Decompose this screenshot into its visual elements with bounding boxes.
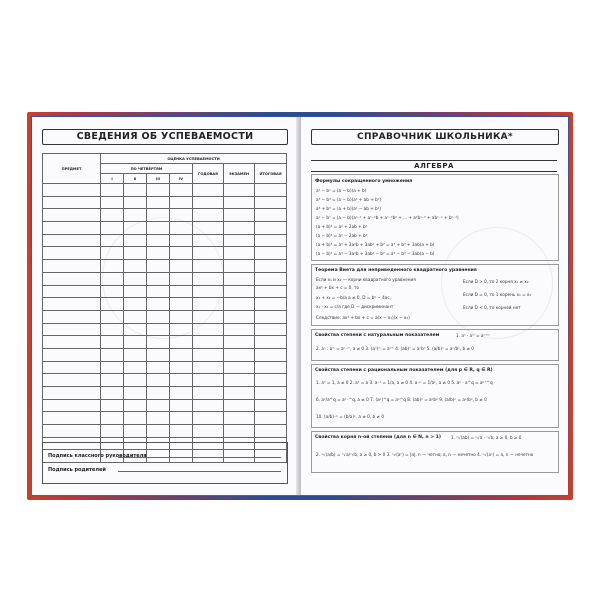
table-row — [43, 209, 287, 222]
subject-cell[interactable] — [43, 374, 101, 387]
algebra-section-bar — [311, 160, 557, 172]
grade-cell[interactable] — [170, 361, 193, 374]
grade-cell[interactable] — [255, 348, 287, 361]
teacher-signature-label: Подпись классного руководителя — [48, 453, 147, 459]
annual-header: ГОДОВАЯ — [193, 164, 224, 184]
grade-cell[interactable] — [224, 184, 255, 197]
grade-cell[interactable] — [193, 234, 224, 247]
grade-cell[interactable] — [193, 310, 224, 323]
grade-cell[interactable] — [101, 425, 124, 438]
root-line-2: 2. ⁿ√(a/b) = ⁿ√a/ⁿ√b, a ≥ 0, b > 0 3. ⁿ√(aⁿ) = |a|, n — четно; a, n — нечетно 4. ⁿ√(aⁿ) = a, n — нечетно — [316, 452, 534, 457]
grade-cell[interactable] — [224, 336, 255, 349]
subject-cell[interactable] — [43, 412, 101, 425]
grade-cell[interactable] — [101, 298, 124, 311]
rational-power-line-2: 6. aᵖ/a^q = aᵖ⁻^q, a ≠ 0 7. (aᵖ)^q = aᵖ^q 8. (ab)ᵖ = aᵖbᵖ 9. (a/b)ᵖ = aᵖ/bᵖ, b ≠ 0 — [316, 397, 487, 402]
formula-3: a³ + b³ = (a + b)(a² − ab + b²) — [316, 206, 382, 211]
grade-cell[interactable] — [170, 323, 193, 336]
teacher-signature-line[interactable] — [118, 457, 281, 458]
vieta-case-3: Если D < 0, то корней нет — [463, 305, 521, 310]
table-row — [43, 260, 287, 273]
grade-cell[interactable] — [170, 425, 193, 438]
grade-cell[interactable] — [101, 399, 124, 412]
grade-cell[interactable] — [224, 285, 255, 298]
root-line-1: 1. ⁿ√(ab) = ⁿ√a · ⁿ√b, a ≥ 0, b ≥ 0 — [451, 435, 522, 440]
formulas-title: Формулы сокращенного умножения — [315, 179, 413, 184]
table-row — [43, 184, 287, 197]
table-row — [43, 323, 287, 336]
grade-cell[interactable] — [147, 209, 170, 222]
grade-cell[interactable] — [124, 425, 147, 438]
table-row — [43, 247, 287, 260]
grade-cell[interactable] — [101, 285, 124, 298]
grade-cell[interactable] — [170, 209, 193, 222]
grade-cell[interactable] — [255, 399, 287, 412]
grade-cell[interactable] — [124, 323, 147, 336]
subject-cell[interactable] — [43, 361, 101, 374]
table-row — [43, 272, 287, 285]
grade-cell[interactable] — [193, 323, 224, 336]
parents-signature-label: Подпись родителей — [48, 467, 106, 473]
handbook-title: СПРАВОЧНИК ШКОЛЬНИКА* — [357, 132, 513, 142]
grade-cell[interactable] — [193, 222, 224, 235]
grade-cell[interactable] — [193, 425, 224, 438]
grade-cell[interactable] — [193, 196, 224, 209]
table-row — [43, 310, 287, 323]
grade-cell[interactable] — [101, 222, 124, 235]
quarter-4-header: IV — [170, 174, 193, 184]
table-row — [43, 412, 287, 425]
subject-cell[interactable] — [43, 209, 101, 222]
grade-cell[interactable] — [124, 387, 147, 400]
subject-header: ПРЕДМЕТ — [43, 154, 101, 184]
subject-cell[interactable] — [43, 399, 101, 412]
grade-cell[interactable] — [170, 184, 193, 197]
grade-cell[interactable] — [224, 399, 255, 412]
grade-cell[interactable] — [124, 348, 147, 361]
subject-cell[interactable] — [43, 196, 101, 209]
subject-cell[interactable] — [43, 336, 101, 349]
formula-2: a³ − b³ = (a − b)(a² + ab + b²) — [316, 197, 382, 202]
formula-5: (a + b)² = a² + 2ab + b² — [316, 224, 368, 229]
grade-cell[interactable] — [124, 298, 147, 311]
grade-cell[interactable] — [147, 361, 170, 374]
subject-cell[interactable] — [43, 425, 101, 438]
grade-cell[interactable] — [124, 361, 147, 374]
grade-cell[interactable] — [124, 374, 147, 387]
grade-cell[interactable] — [147, 323, 170, 336]
grade-cell[interactable] — [255, 412, 287, 425]
vieta-line-4: x₁ · x₂ = c/a где D — дискриминант — [316, 304, 394, 309]
grade-cell[interactable] — [147, 425, 170, 438]
subject-cell[interactable] — [43, 285, 101, 298]
grade-cell[interactable] — [124, 399, 147, 412]
table-row — [43, 374, 287, 387]
grade-cell[interactable] — [255, 196, 287, 209]
grades-header: ОЦЕНКА УСПЕВАЕМОСТИ — [101, 154, 287, 164]
grade-cell[interactable] — [193, 247, 224, 260]
vieta-line-3: x₁ + x₂ = −b/a a ≠ 0, D = b² − 4ac, — [316, 295, 391, 300]
subject-cell[interactable] — [43, 222, 101, 235]
grade-cell[interactable] — [170, 234, 193, 247]
grade-cell[interactable] — [224, 361, 255, 374]
subject-cell[interactable] — [43, 323, 101, 336]
formula-8: (a − b)³ = a³ − 3a²b + 3ab² − b³ = a³ − b³ − 3ab(a − b) — [316, 251, 435, 256]
grade-cell[interactable] — [170, 222, 193, 235]
page-title-grades — [42, 129, 288, 145]
natural-power-line-1: 1. aⁿ · aᵐ = aⁿ⁺ᵐ — [456, 333, 490, 338]
grade-cell[interactable] — [101, 272, 124, 285]
grade-cell[interactable] — [101, 310, 124, 323]
quarter-2-header: II — [124, 174, 147, 184]
grade-cell[interactable] — [124, 247, 147, 260]
grade-cell[interactable] — [170, 399, 193, 412]
grade-cell[interactable] — [101, 412, 124, 425]
quarters-header: ПО ЧЕТВЕРТЯМ — [101, 164, 193, 174]
grade-cell[interactable] — [147, 374, 170, 387]
grade-cell[interactable] — [170, 336, 193, 349]
subject-cell[interactable] — [43, 260, 101, 273]
grade-cell[interactable] — [193, 374, 224, 387]
grade-cell[interactable] — [224, 234, 255, 247]
grade-cell[interactable] — [255, 234, 287, 247]
formula-4: aⁿ − bⁿ = (a − b)(aⁿ⁻¹ + aⁿ⁻²b + aⁿ⁻³b² + ... + a²bⁿ⁻³ + abⁿ⁻² + bⁿ⁻¹) — [316, 215, 459, 220]
grade-cell[interactable] — [147, 285, 170, 298]
vieta-case-2: Если D = 0, то 1 корень x₁ = x₂ — [463, 292, 532, 297]
grade-cell[interactable] — [147, 260, 170, 273]
grade-cell[interactable] — [224, 412, 255, 425]
grade-cell[interactable] — [255, 247, 287, 260]
algebra-title: АЛГЕБРА — [414, 162, 454, 170]
quarter-1-header: I — [101, 174, 124, 184]
grade-cell[interactable] — [255, 387, 287, 400]
grade-cell[interactable] — [255, 222, 287, 235]
grade-cell[interactable] — [224, 272, 255, 285]
grade-cell[interactable] — [101, 209, 124, 222]
grade-cell[interactable] — [255, 425, 287, 438]
parents-signature-line[interactable] — [118, 471, 281, 472]
grade-cell[interactable] — [224, 260, 255, 273]
grade-cell[interactable] — [224, 374, 255, 387]
grade-cell[interactable] — [224, 323, 255, 336]
table-row — [43, 387, 287, 400]
grade-cell[interactable] — [147, 196, 170, 209]
grade-cell[interactable] — [101, 234, 124, 247]
grade-cell[interactable] — [193, 399, 224, 412]
grade-cell[interactable] — [193, 272, 224, 285]
grade-cell[interactable] — [147, 387, 170, 400]
grade-cell[interactable] — [255, 298, 287, 311]
grade-cell[interactable] — [147, 310, 170, 323]
grade-cell[interactable] — [224, 247, 255, 260]
grade-cell[interactable] — [193, 361, 224, 374]
left-page — [32, 117, 298, 495]
subject-cell[interactable] — [43, 387, 101, 400]
grade-cell[interactable] — [224, 387, 255, 400]
grade-cell[interactable] — [170, 285, 193, 298]
table-row — [43, 425, 287, 438]
vieta-corollary: Следствие: ax² + bx + c = a(x − x₁)(x − x₂) — [316, 315, 410, 320]
grade-cell[interactable] — [255, 272, 287, 285]
natural-power-line-2: 2. aⁿ : aᵐ = aⁿ⁻ᵐ, a ≠ 0 3. (aⁿ)ᵐ = aⁿᵐ 4. (ab)ⁿ = aⁿbⁿ 5. (a/b)ⁿ = aⁿ/bⁿ, b ≠ 0 — [316, 346, 474, 351]
root-title: Свойства корня n-ой степени (для n ∈ N, n > 1) — [315, 435, 441, 440]
grade-cell[interactable] — [255, 285, 287, 298]
subject-cell[interactable] — [43, 298, 101, 311]
grade-cell[interactable] — [101, 374, 124, 387]
grade-cell[interactable] — [101, 247, 124, 260]
grade-cell[interactable] — [255, 361, 287, 374]
table-row — [43, 285, 287, 298]
grade-cell[interactable] — [124, 310, 147, 323]
grade-cell[interactable] — [193, 260, 224, 273]
subject-cell[interactable] — [43, 310, 101, 323]
grade-cell[interactable] — [224, 298, 255, 311]
grade-cell[interactable] — [224, 222, 255, 235]
grade-cell[interactable] — [224, 348, 255, 361]
subject-cell[interactable] — [43, 247, 101, 260]
grade-cell[interactable] — [224, 209, 255, 222]
grade-cell[interactable] — [124, 184, 147, 197]
rational-power-line-3: 10. (a/b)⁻ᵖ = (b/a)ᵖ, a ≠ 0, b ≠ 0 — [316, 414, 384, 419]
grade-cell[interactable] — [147, 336, 170, 349]
formula-1: a² − b² = (a − b)(a + b) — [316, 188, 367, 193]
vieta-line-1: Если x₁ и x₂ — корни квадратного уравнения — [316, 277, 416, 282]
subject-cell[interactable] — [43, 234, 101, 247]
grade-cell[interactable] — [255, 336, 287, 349]
grade-cell[interactable] — [101, 196, 124, 209]
grade-cell[interactable] — [224, 425, 255, 438]
grades-body — [43, 184, 287, 463]
grade-cell[interactable] — [147, 399, 170, 412]
final-header: ИТОГОВАЯ — [255, 164, 287, 184]
exam-header: ЭКЗАМЕН — [224, 164, 255, 184]
rational-power-title: Свойства степени с рациональным показателем (для p ∈ R, q ∈ R) — [315, 368, 493, 373]
table-row — [43, 399, 287, 412]
page-title-handbook — [311, 129, 559, 145]
grade-cell[interactable] — [124, 234, 147, 247]
grade-cell[interactable] — [101, 184, 124, 197]
grade-cell[interactable] — [170, 310, 193, 323]
grade-cell[interactable] — [193, 209, 224, 222]
grade-cell[interactable] — [193, 285, 224, 298]
grade-cell[interactable] — [147, 184, 170, 197]
formula-6: (a − b)² = a² − 2ab + b² — [316, 233, 368, 238]
table-row — [43, 298, 287, 311]
grade-cell[interactable] — [124, 260, 147, 273]
grade-cell[interactable] — [224, 310, 255, 323]
grade-cell[interactable] — [124, 336, 147, 349]
grade-cell[interactable] — [124, 196, 147, 209]
grade-cell[interactable] — [101, 348, 124, 361]
grade-cell[interactable] — [147, 272, 170, 285]
grade-cell[interactable] — [147, 234, 170, 247]
grade-cell[interactable] — [255, 310, 287, 323]
grade-cell[interactable] — [170, 387, 193, 400]
grade-cell[interactable] — [147, 222, 170, 235]
grade-cell[interactable] — [193, 336, 224, 349]
grade-cell[interactable] — [224, 196, 255, 209]
grade-cell[interactable] — [255, 323, 287, 336]
grade-cell[interactable] — [101, 323, 124, 336]
right-page — [301, 117, 568, 495]
grade-cell[interactable] — [255, 374, 287, 387]
grade-cell[interactable] — [124, 222, 147, 235]
grade-cell[interactable] — [147, 247, 170, 260]
grade-cell[interactable] — [124, 285, 147, 298]
grade-cell[interactable] — [124, 209, 147, 222]
grade-cell[interactable] — [193, 348, 224, 361]
grade-cell[interactable] — [101, 387, 124, 400]
table-row — [43, 196, 287, 209]
grade-cell[interactable] — [170, 260, 193, 273]
subject-cell[interactable] — [43, 348, 101, 361]
grade-cell[interactable] — [101, 361, 124, 374]
grade-cell[interactable] — [193, 412, 224, 425]
grade-cell[interactable] — [147, 298, 170, 311]
table-row — [43, 361, 287, 374]
grade-cell[interactable] — [147, 348, 170, 361]
grade-cell[interactable] — [193, 387, 224, 400]
grade-cell[interactable] — [255, 209, 287, 222]
table-row — [43, 222, 287, 235]
subject-cell[interactable] — [43, 272, 101, 285]
table-row — [43, 336, 287, 349]
grade-cell[interactable] — [170, 196, 193, 209]
quarter-3-header: III — [147, 174, 170, 184]
teacher-signature-row — [48, 453, 281, 459]
table-row — [43, 348, 287, 361]
grades-table — [42, 153, 287, 463]
subject-cell[interactable] — [43, 184, 101, 197]
grade-cell[interactable] — [255, 184, 287, 197]
grade-cell[interactable] — [193, 298, 224, 311]
vieta-title: Теорема Виета для неприведенного квадратного уравнения — [315, 268, 477, 273]
grade-cell[interactable] — [147, 412, 170, 425]
grade-cell[interactable] — [124, 272, 147, 285]
grade-cell[interactable] — [170, 298, 193, 311]
grade-cell[interactable] — [170, 247, 193, 260]
rational-power-line-1: 1. a⁰ = 1, a ≠ 0 2. a¹ = a 3. a⁻¹ = 1/a, a ≠ 0 4. a⁻ᵖ = 1/aᵖ, a ≠ 0 5. aᵖ · a^q = aᵖ⁺^q — [316, 380, 493, 385]
grade-cell[interactable] — [170, 348, 193, 361]
grade-cell[interactable] — [255, 260, 287, 273]
grade-cell[interactable] — [170, 272, 193, 285]
formula-7: (a + b)³ = a³ + 3a²b + 3ab² + b³ = a³ + b³ + 3ab(a + b) — [316, 242, 435, 247]
vieta-case-1: Если D > 0, то 2 корня x₁ ≠ x₂ — [463, 279, 529, 284]
natural-power-title: Свойства степени с натуральным показателем — [315, 333, 440, 338]
vieta-line-2: ax² + bx + c = 0, то — [316, 285, 360, 290]
grades-title: СВЕДЕНИЯ ОБ УСПЕВАЕМОСТИ — [76, 131, 254, 142]
signature-box — [42, 442, 288, 484]
grade-cell[interactable] — [170, 374, 193, 387]
grade-cell[interactable] — [170, 412, 193, 425]
table-row — [43, 234, 287, 247]
grade-cell[interactable] — [101, 336, 124, 349]
parents-signature-row — [48, 467, 281, 473]
grade-cell[interactable] — [101, 260, 124, 273]
grade-cell[interactable] — [124, 412, 147, 425]
grade-cell[interactable] — [193, 184, 224, 197]
